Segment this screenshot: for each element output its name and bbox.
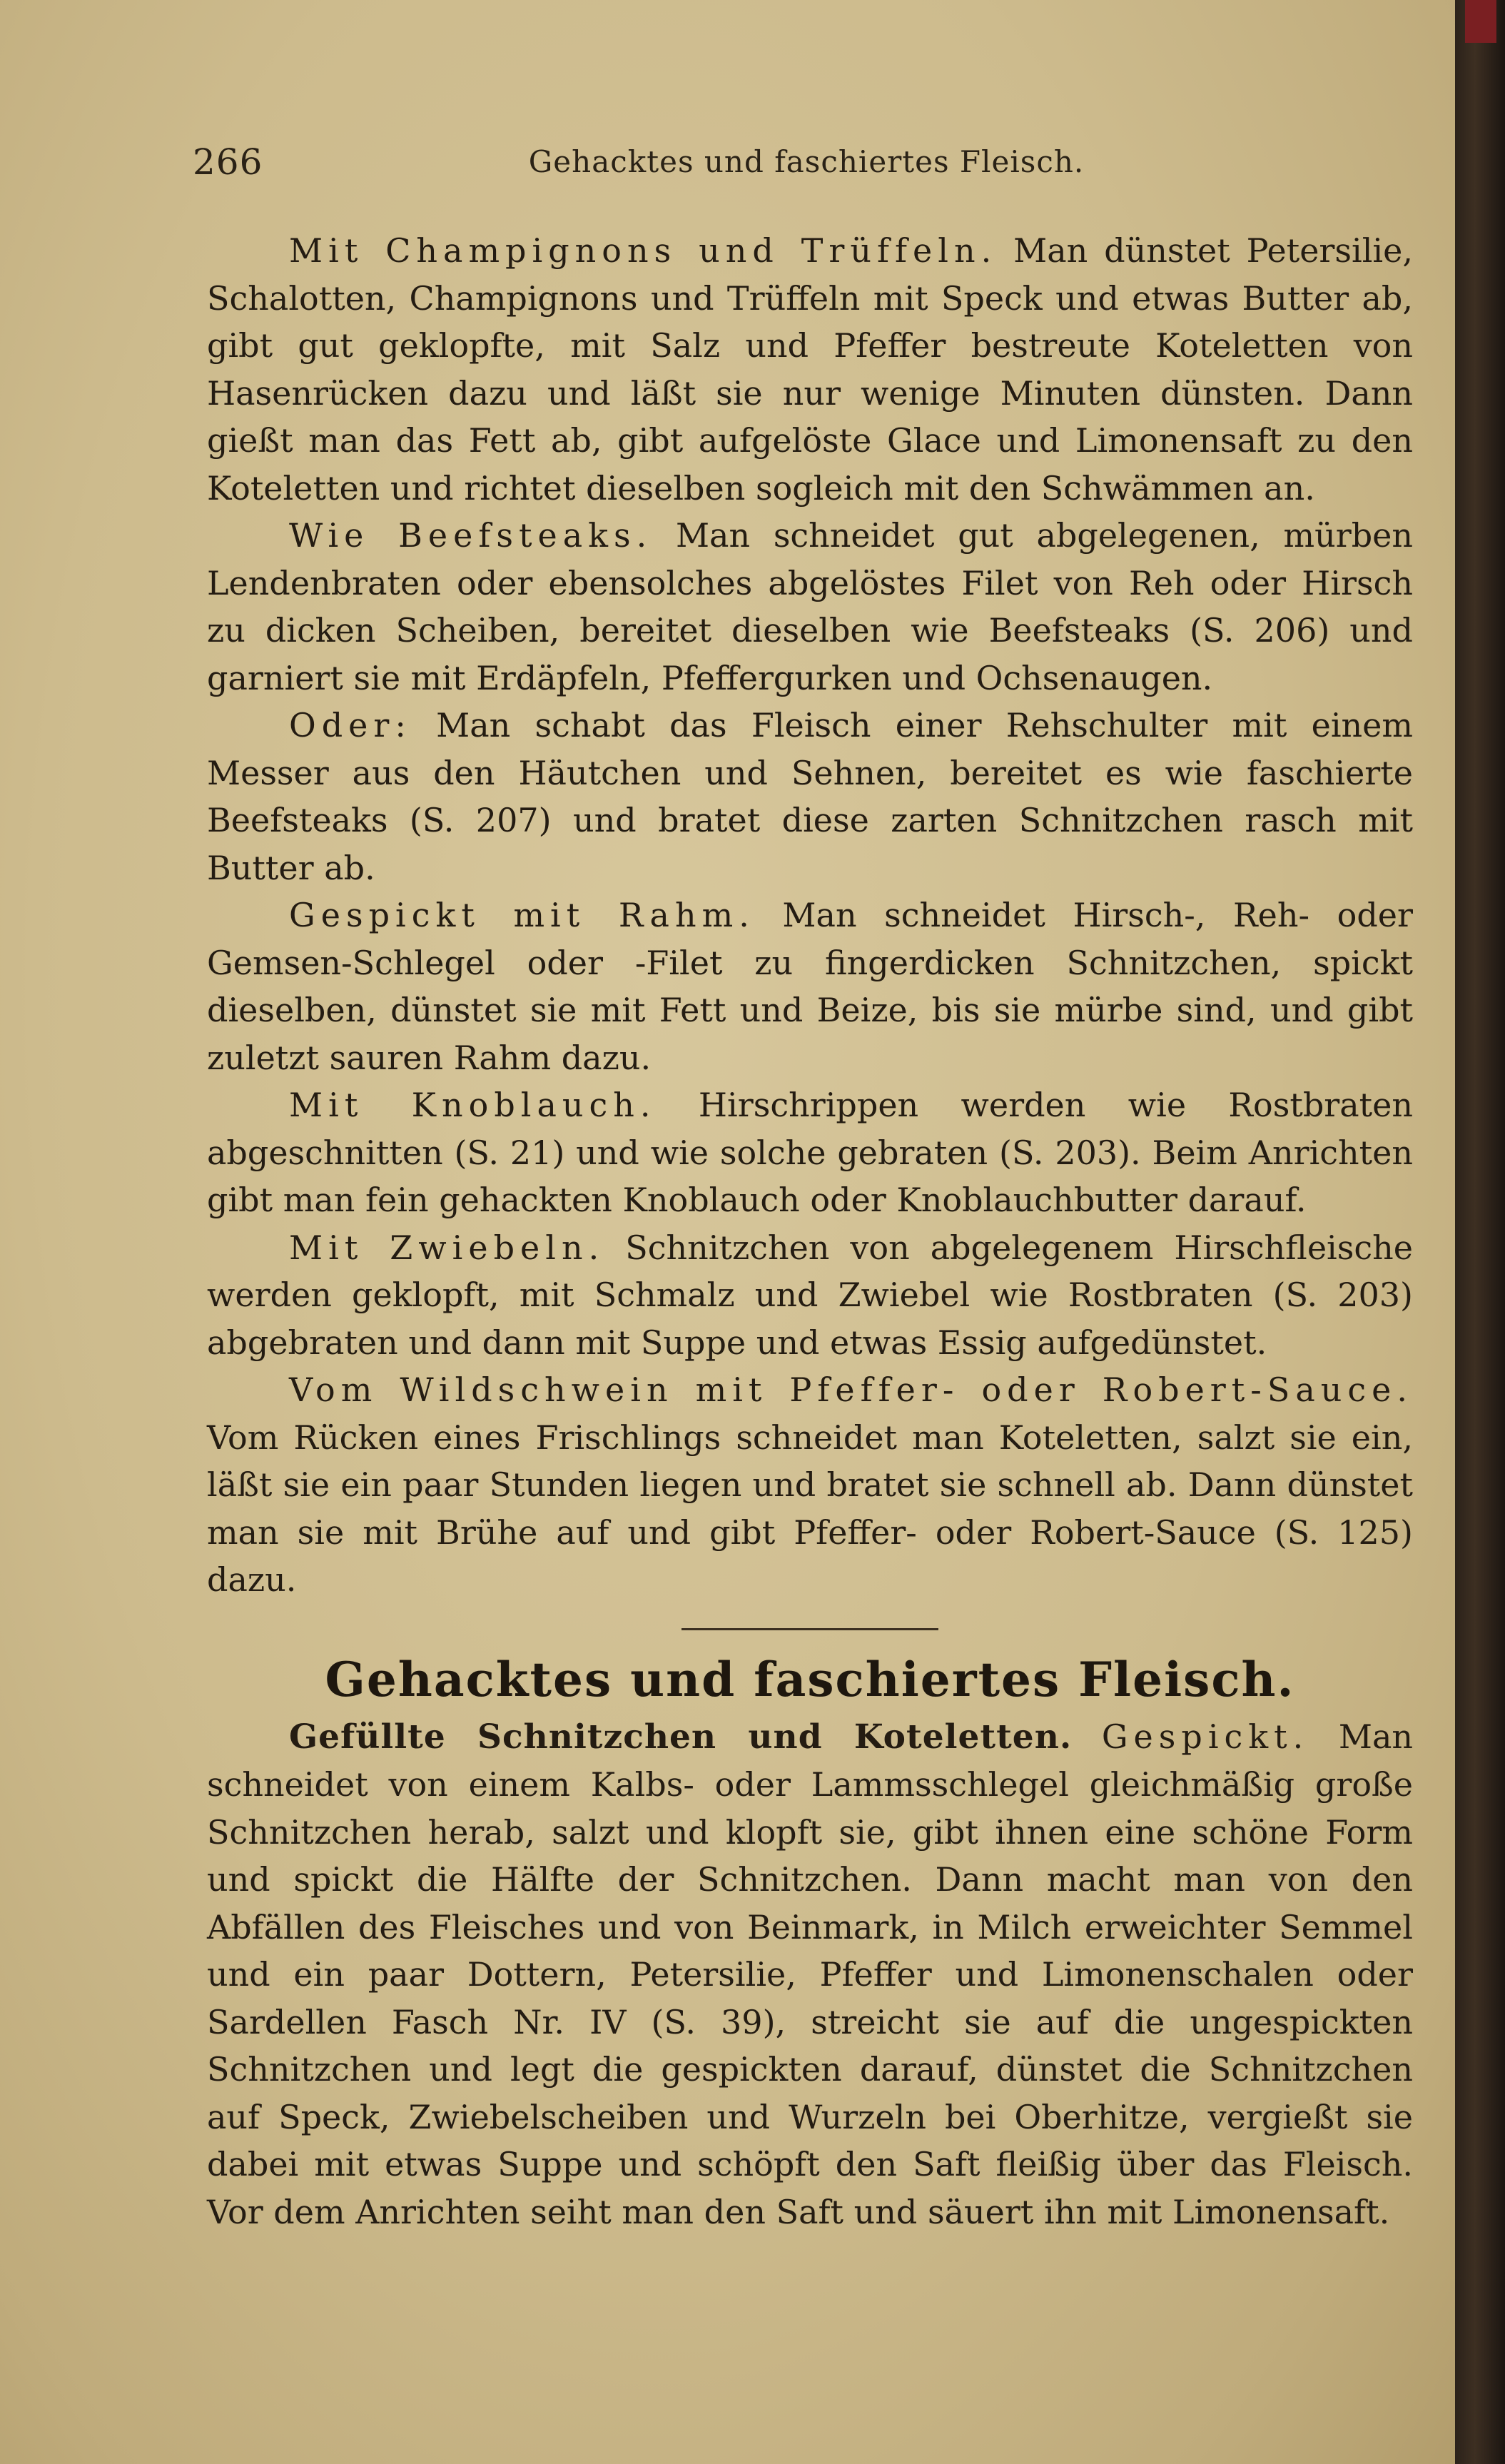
recipe-mit-knoblauch bbox=[207, 1081, 1413, 1224]
recipe-subhead: Gefüllte Schnitzchen und Koteletten. bbox=[289, 1717, 1073, 1757]
recipe-champignons-truffeln bbox=[207, 227, 1413, 512]
recipe-gefuellte-schnitzchen bbox=[207, 1713, 1413, 2236]
recipe-lead: Mit Champignons und Trüffeln. bbox=[289, 231, 998, 270]
recipe-oder bbox=[207, 702, 1413, 892]
recipe-lead: Oder: bbox=[289, 706, 412, 744]
book-spine-edge bbox=[1455, 0, 1505, 2464]
recipe-text: Man schneidet gut abgelegenen, mürben Lendenbraten oder ebensolches abgelöstes Filet von Reh oder Hirsch zu dicken Scheiben, bereitet dieselben wie Beefsteaks (S. 206) und garniert sie mit Erdäpfeln, Pfeffergurken und Ochsenaugen. bbox=[207, 516, 1413, 697]
recipe-gespickt-mit-rahm bbox=[207, 892, 1413, 1081]
recipe-lead: Gespickt. bbox=[1101, 1717, 1309, 1756]
recipe-mit-zwiebeln bbox=[207, 1224, 1413, 1367]
section-divider bbox=[681, 1628, 938, 1630]
recipe-text: Man schneidet von einem Kalbs- oder Lammsschlegel gleichmäßig große Schnitzchen herab, salzt und klopft sie, gibt ihnen eine schöne Form und spickt die Hälfte der Schnitzchen. Dann macht man von den Abfällen des Fleisches und von Beinmark, in Milch erweichter Semmel und ein paar Dottern, Petersilie, Pfeffer und Limonenschalen oder Sardellen Fasch Nr. IV (S. 39), streicht sie auf die ungespickten Schnitzchen und legt die gespickten darauf, dünstet die Schnitzchen auf Speck, Zwiebelscheiben und Wurzeln bei Oberhitze, vergießt sie dabei mit etwas Suppe und schöpft den Saft fleißig über das Fleisch. Vor dem Anrichten seiht man den Saft und säuert ihn mit Limonensaft. bbox=[207, 1717, 1414, 2231]
recipe-lead: Gespickt mit Rahm. bbox=[289, 896, 755, 934]
recipe-text: Hirschrippen werden wie Rostbraten abgeschnitten (S. 21) und wie solche gebraten (S. 203). Beim Anrichten gibt man fein gehackten Knoblauch oder Knoblauchbutter darauf. bbox=[207, 1086, 1414, 1219]
recipe-text: Man schabt das Fleisch einer Rehschulter mit einem Messer aus den Häutchen und Sehnen, bereitet es wie faschierte Beefsteaks (S. 207) und bratet diese zarten Schnitzchen rasch mit Butter ab. bbox=[207, 706, 1413, 887]
page-body bbox=[207, 227, 1413, 2236]
page-number: 266 bbox=[193, 141, 263, 183]
running-title: Gehacktes und faschiertes Fleisch. bbox=[528, 144, 1085, 179]
bookmark-ribbon bbox=[1465, 0, 1496, 43]
recipe-wildschwein bbox=[207, 1366, 1413, 1604]
recipe-lead: Mit Zwiebeln. bbox=[289, 1228, 605, 1267]
recipe-wie-beefsteaks bbox=[207, 512, 1413, 702]
recipe-lead: Mit Knoblauch. bbox=[289, 1086, 657, 1124]
recipe-lead: Vom Wildschwein mit Pfeffer- oder Robert-Sauce. bbox=[289, 1370, 1413, 1409]
recipe-text: Man schneidet Hirsch-, Reh- oder Gemsen-Schlegel oder -Filet zu fingerdicken Schnitzchen, spickt dieselben, dünstet sie mit Fett und Beize, bis sie mürbe sind, und gibt zuletzt sauren Rahm dazu. bbox=[207, 896, 1413, 1077]
recipe-lead: Wie Beefsteaks. bbox=[289, 516, 653, 555]
recipe-text: Vom Rücken eines Frischlings schneidet man Koteletten, salzt sie ein, läßt sie ein paar Stunden liegen und bratet sie schnell ab. Dann dünstet man sie mit Brühe auf und gibt Pfeffer- oder Robert-Sauce (S. 125) dazu. bbox=[207, 1418, 1413, 1599]
page-header bbox=[193, 141, 1420, 191]
recipe-text: Man dünstet Petersilie, Schalotten, Champignons und Trüffeln mit Speck und etwas Butter ab, gibt gut geklopfte, mit Salz und Pfeffer bestreute Koteletten von Hasenrücken dazu und läßt sie nur wenige Minuten dünsten. Dann gießt man das Fett ab, gibt aufgelöste Glace und Limonensaft zu den Koteletten und richtet dieselben sogleich mit den Schwämmen an. bbox=[207, 231, 1413, 508]
recipe-text: Schnitzchen von abgelegenem Hirschfleische werden geklopft, mit Schmalz und Zwiebel wie Rostbraten (S. 203) abgebraten und dann mit Suppe und etwas Essig aufgedünstet. bbox=[207, 1228, 1413, 1362]
section-title: Gehacktes und faschiertes Fleisch. bbox=[325, 1651, 1295, 1707]
